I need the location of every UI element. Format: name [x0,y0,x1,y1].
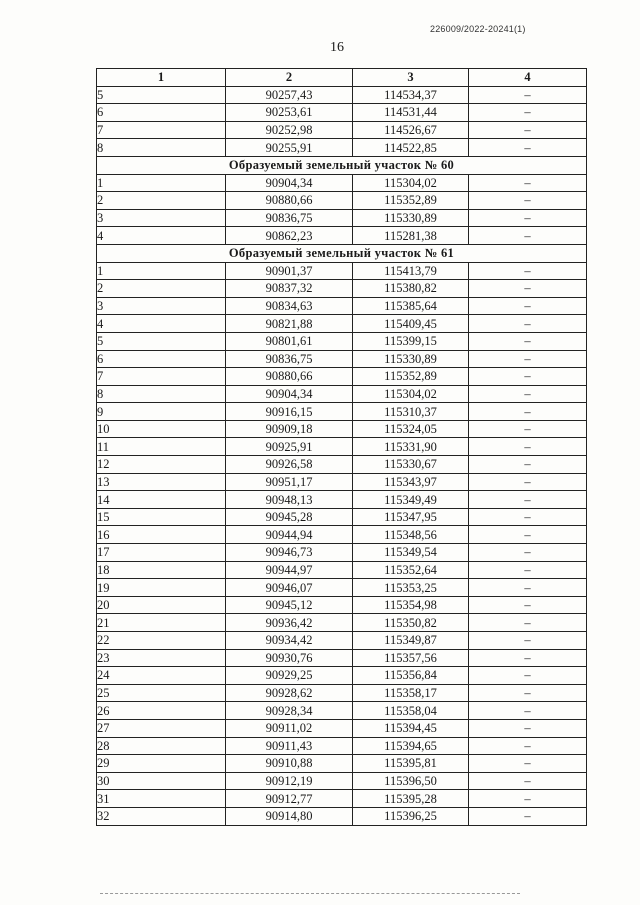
table-row [97,104,587,122]
table-row [97,403,587,421]
note-cell: – [469,579,587,597]
table-row [97,772,587,790]
point-number-cell: 1 [97,174,226,192]
y-coordinate-cell: 115354,98 [353,596,469,614]
x-coordinate-cell: 90936,42 [226,614,353,632]
x-coordinate-cell: 90837,32 [226,280,353,298]
table-row [97,579,587,597]
table-row [97,737,587,755]
y-coordinate-cell: 115304,02 [353,174,469,192]
section-title-row [97,244,587,262]
table-row [97,280,587,298]
y-coordinate-cell: 115343,97 [353,473,469,491]
table-row [97,755,587,773]
point-number-cell: 21 [97,614,226,632]
y-coordinate-cell: 115395,28 [353,790,469,808]
y-coordinate-cell: 115396,50 [353,772,469,790]
point-number-cell: 2 [97,192,226,210]
x-coordinate-cell: 90912,77 [226,790,353,808]
point-number-cell: 2 [97,280,226,298]
note-cell: – [469,473,587,491]
note-cell: – [469,227,587,245]
note-cell: – [469,807,587,825]
section-title-row [97,156,587,174]
table-row [97,632,587,650]
point-number-cell: 16 [97,526,226,544]
point-number-cell: 7 [97,368,226,386]
note-cell: – [469,139,587,157]
table-row [97,790,587,808]
y-coordinate-cell: 115352,64 [353,561,469,579]
note-cell: – [469,667,587,685]
note-cell: – [469,174,587,192]
note-cell: – [469,526,587,544]
note-cell: – [469,350,587,368]
y-coordinate-cell: 115413,79 [353,262,469,280]
y-coordinate-cell: 115380,82 [353,280,469,298]
y-coordinate-cell: 115349,54 [353,544,469,562]
table-row [97,544,587,562]
note-cell: – [469,702,587,720]
y-coordinate-cell: 115357,56 [353,649,469,667]
note-cell: – [469,632,587,650]
x-coordinate-cell: 90916,15 [226,403,353,421]
note-cell: – [469,192,587,210]
point-number-cell: 3 [97,209,226,227]
x-coordinate-cell: 90934,42 [226,632,353,650]
note-cell: – [469,209,587,227]
x-coordinate-cell: 90926,58 [226,456,353,474]
point-number-cell: 32 [97,807,226,825]
y-coordinate-cell: 115324,05 [353,420,469,438]
table-row [97,684,587,702]
x-coordinate-cell: 90944,97 [226,561,353,579]
note-cell: – [469,544,587,562]
x-coordinate-cell: 90862,23 [226,227,353,245]
note-cell: – [469,614,587,632]
x-coordinate-cell: 90928,34 [226,702,353,720]
table-row [97,192,587,210]
y-coordinate-cell: 114526,67 [353,121,469,139]
x-coordinate-cell: 90909,18 [226,420,353,438]
y-coordinate-cell: 115349,87 [353,632,469,650]
x-coordinate-cell: 90946,73 [226,544,353,562]
note-cell: – [469,121,587,139]
y-coordinate-cell: 115352,89 [353,368,469,386]
note-cell: – [469,385,587,403]
note-cell: – [469,755,587,773]
y-coordinate-cell: 115348,56 [353,526,469,544]
x-coordinate-cell: 90252,98 [226,121,353,139]
note-cell: – [469,772,587,790]
note-cell: – [469,561,587,579]
table-row [97,649,587,667]
table-row [97,508,587,526]
table-row [97,473,587,491]
x-coordinate-cell: 90911,02 [226,719,353,737]
x-coordinate-cell: 90928,62 [226,684,353,702]
note-cell: – [469,491,587,509]
note-cell: – [469,737,587,755]
y-coordinate-cell: 115330,67 [353,456,469,474]
table-row [97,491,587,509]
x-coordinate-cell: 90836,75 [226,209,353,227]
y-coordinate-cell: 114522,85 [353,139,469,157]
coordinates-table [96,68,587,826]
point-number-cell: 17 [97,544,226,562]
point-number-cell: 27 [97,719,226,737]
point-number-cell: 28 [97,737,226,755]
point-number-cell: 8 [97,139,226,157]
y-coordinate-cell: 115352,89 [353,192,469,210]
y-coordinate-cell: 115330,89 [353,350,469,368]
x-coordinate-cell: 90904,34 [226,385,353,403]
y-coordinate-cell: 115310,37 [353,403,469,421]
point-number-cell: 1 [97,262,226,280]
note-cell: – [469,684,587,702]
table-row [97,332,587,350]
table-row [97,614,587,632]
point-number-cell: 6 [97,104,226,122]
table-row [97,526,587,544]
point-number-cell: 4 [97,227,226,245]
x-coordinate-cell: 90257,43 [226,86,353,104]
point-number-cell: 20 [97,596,226,614]
x-coordinate-cell: 90930,76 [226,649,353,667]
x-coordinate-cell: 90944,94 [226,526,353,544]
y-coordinate-cell: 115395,81 [353,755,469,773]
x-coordinate-cell: 90929,25 [226,667,353,685]
table-row [97,438,587,456]
y-coordinate-cell: 114531,44 [353,104,469,122]
point-number-cell: 6 [97,350,226,368]
y-coordinate-cell: 115396,25 [353,807,469,825]
note-cell: – [469,262,587,280]
point-number-cell: 4 [97,315,226,333]
y-coordinate-cell: 114534,37 [353,86,469,104]
x-coordinate-cell: 90801,61 [226,332,353,350]
point-number-cell: 3 [97,297,226,315]
table-row [97,262,587,280]
point-number-cell: 18 [97,561,226,579]
note-cell: – [469,508,587,526]
note-cell: – [469,456,587,474]
x-coordinate-cell: 90925,91 [226,438,353,456]
point-number-cell: 15 [97,508,226,526]
x-coordinate-cell: 90945,12 [226,596,353,614]
x-coordinate-cell: 90253,61 [226,104,353,122]
note-cell: – [469,368,587,386]
point-number-cell: 24 [97,667,226,685]
column-header: 2 [226,69,353,87]
table-row [97,420,587,438]
table-row [97,456,587,474]
table-row [97,561,587,579]
coordinates-table-body [97,69,587,826]
table-header-row [97,69,587,87]
y-coordinate-cell: 115358,04 [353,702,469,720]
note-cell: – [469,104,587,122]
x-coordinate-cell: 90880,66 [226,368,353,386]
point-number-cell: 5 [97,86,226,104]
x-coordinate-cell: 90834,63 [226,297,353,315]
point-number-cell: 5 [97,332,226,350]
table-row [97,350,587,368]
x-coordinate-cell: 90912,19 [226,772,353,790]
x-coordinate-cell: 90904,34 [226,174,353,192]
y-coordinate-cell: 115353,25 [353,579,469,597]
point-number-cell: 8 [97,385,226,403]
x-coordinate-cell: 90945,28 [226,508,353,526]
column-header: 3 [353,69,469,87]
point-number-cell: 22 [97,632,226,650]
point-number-cell: 13 [97,473,226,491]
x-coordinate-cell: 90255,91 [226,139,353,157]
y-coordinate-cell: 115347,95 [353,508,469,526]
y-coordinate-cell: 115409,45 [353,315,469,333]
x-coordinate-cell: 90880,66 [226,192,353,210]
table-row [97,209,587,227]
point-number-cell: 30 [97,772,226,790]
y-coordinate-cell: 115394,65 [353,737,469,755]
x-coordinate-cell: 90914,80 [226,807,353,825]
page-number: 16 [330,40,344,55]
table-row [97,807,587,825]
note-cell: – [469,420,587,438]
point-number-cell: 14 [97,491,226,509]
document-id: 226009/2022-20241(1) [430,24,526,34]
note-cell: – [469,332,587,350]
point-number-cell: 10 [97,420,226,438]
y-coordinate-cell: 115399,15 [353,332,469,350]
table-row [97,121,587,139]
point-number-cell: 9 [97,403,226,421]
y-coordinate-cell: 115385,64 [353,297,469,315]
table-row [97,385,587,403]
point-number-cell: 19 [97,579,226,597]
note-cell: – [469,649,587,667]
table-row [97,702,587,720]
column-header: 4 [469,69,587,87]
table-row [97,174,587,192]
note-cell: – [469,719,587,737]
y-coordinate-cell: 115330,89 [353,209,469,227]
table-row [97,368,587,386]
y-coordinate-cell: 115281,38 [353,227,469,245]
y-coordinate-cell: 115394,45 [353,719,469,737]
table-row [97,719,587,737]
x-coordinate-cell: 90901,37 [226,262,353,280]
note-cell: – [469,438,587,456]
point-number-cell: 11 [97,438,226,456]
note-cell: – [469,280,587,298]
note-cell: – [469,315,587,333]
section-title: Образуемый земельный участок № 60 [97,156,587,174]
column-header: 1 [97,69,226,87]
point-number-cell: 31 [97,790,226,808]
table-row [97,86,587,104]
table-row [97,596,587,614]
y-coordinate-cell: 115304,02 [353,385,469,403]
point-number-cell: 7 [97,121,226,139]
y-coordinate-cell: 115350,82 [353,614,469,632]
y-coordinate-cell: 115358,17 [353,684,469,702]
point-number-cell: 29 [97,755,226,773]
note-cell: – [469,403,587,421]
table-row [97,139,587,157]
x-coordinate-cell: 90910,88 [226,755,353,773]
x-coordinate-cell: 90911,43 [226,737,353,755]
table-row [97,667,587,685]
page-bottom-rule [100,893,520,894]
x-coordinate-cell: 90946,07 [226,579,353,597]
note-cell: – [469,297,587,315]
point-number-cell: 25 [97,684,226,702]
note-cell: – [469,86,587,104]
y-coordinate-cell: 115331,90 [353,438,469,456]
note-cell: – [469,790,587,808]
x-coordinate-cell: 90821,88 [226,315,353,333]
x-coordinate-cell: 90951,17 [226,473,353,491]
table-row [97,315,587,333]
point-number-cell: 23 [97,649,226,667]
y-coordinate-cell: 115356,84 [353,667,469,685]
x-coordinate-cell: 90948,13 [226,491,353,509]
section-title: Образуемый земельный участок № 61 [97,244,587,262]
point-number-cell: 12 [97,456,226,474]
x-coordinate-cell: 90836,75 [226,350,353,368]
table-row [97,297,587,315]
note-cell: – [469,596,587,614]
point-number-cell: 26 [97,702,226,720]
y-coordinate-cell: 115349,49 [353,491,469,509]
table-row [97,227,587,245]
